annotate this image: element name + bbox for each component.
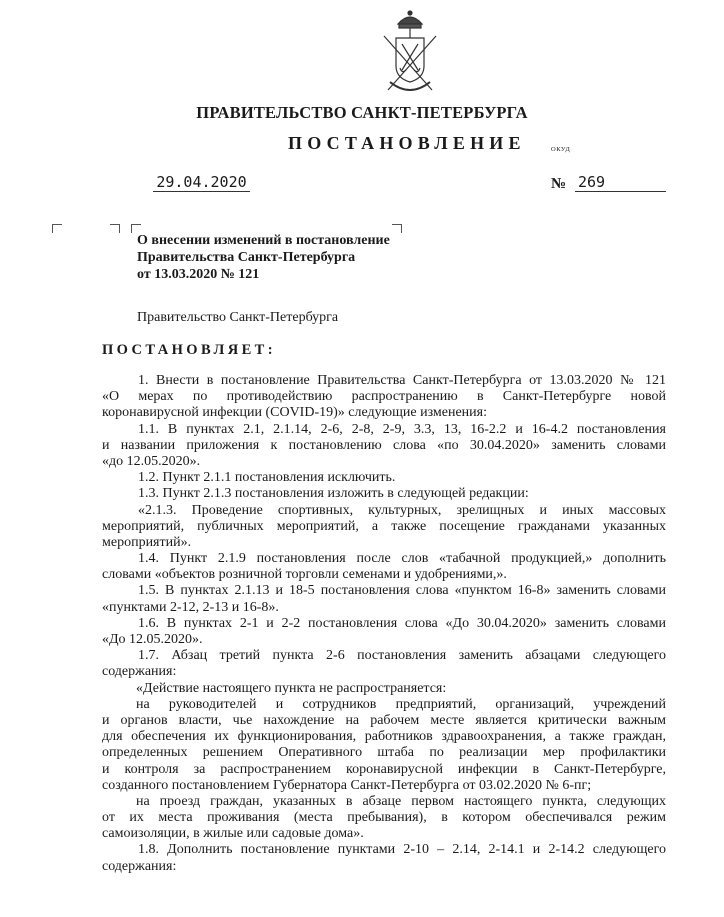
- body-line: мероприятий, публичных мероприятий, а также посещение гражданами указанных: [102, 518, 666, 534]
- body-line: 1.4. Пункт 2.1.9 постановления после слов «табачной продукцией,» дополнить: [138, 551, 666, 567]
- body-line: «до 12.05.2020».: [102, 453, 201, 469]
- body-line: «О мерах по противодействию распространению в Санкт-Петербурге новой: [102, 389, 666, 405]
- government-name: ПРАВИТЕЛЬСТВО САНКТ-ПЕТЕРБУРГА: [196, 103, 528, 122]
- body-line: словами «объектов розничной торговли семенами и удобрениями,».: [102, 567, 507, 583]
- body-line: и контроля за распространением коронавирусной инфекции в Санкт-Петербурге,: [102, 761, 666, 777]
- body-line: мероприятий».: [102, 534, 192, 550]
- body-line: для обеспечения их функционирования, работников здравоохранения, а также граждан,: [102, 729, 666, 745]
- body-line: от их места проживания (места пребывания), в котором обеспечивался режим: [102, 810, 666, 826]
- corner-mark: [392, 224, 402, 233]
- body-line: и органов власти, чье нахождение на рабочем месте является критически важным: [102, 712, 666, 728]
- corner-mark: [110, 224, 120, 233]
- coat-of-arms-emblem: [376, 8, 444, 96]
- body-line: созданного постановлением Губернатора Санкт-Петербурга от 03.02.2020 № 6-пг;: [102, 777, 592, 793]
- body-line: 1.7. Абзац третий пункта 2-6 постановления заменить абзацами следующего: [138, 648, 666, 664]
- body-line: 1. Внести в постановление Правительства Санкт-Петербурга от 13.03.2020 № 121: [138, 373, 666, 388]
- issuing-body: Правительство Санкт-Петербурга: [137, 310, 339, 325]
- decree-heading: ПОСТАНОВЛЯЕТ:: [102, 342, 276, 358]
- body-line: «Действие настоящего пункта не распространяется:: [136, 680, 447, 696]
- document-number: 269: [575, 173, 666, 192]
- body-line: и названии приложения к постановлению слова «по 30.04.2020» заменить словами: [102, 437, 666, 453]
- body-line: самоизоляции, в жилые или садовые дома».: [102, 826, 364, 842]
- document-type: ПОСТАНОВЛЕНИЕ: [288, 133, 526, 153]
- body-line: содержания:: [102, 858, 177, 874]
- body-line: «пунктами 2-12, 2-13 и 16-8».: [102, 599, 279, 615]
- body-line: 1.6. В пунктах 2-1 и 2-2 постановления слова «До 30.04.2020» заменить словами: [138, 615, 666, 631]
- okud-label: ОКУД: [551, 146, 571, 153]
- body-line: 1.3. Пункт 2.1.3 постановления изложить в следующей редакции:: [138, 486, 529, 502]
- number-label: №: [551, 176, 567, 192]
- title-line: Правительства Санкт-Петербурга: [137, 250, 356, 265]
- document-body: [102, 373, 666, 875]
- corner-mark: [52, 224, 62, 233]
- body-line: «2.1.3. Проведение спортивных, культурных, зрелищных и иных массовых: [138, 502, 666, 518]
- body-line: 1.8. Дополнить постановление пунктами 2-10 – 2.14, 2-14.1 и 2-14.2 следующего: [138, 842, 666, 858]
- title-line: от 13.03.2020 № 121: [137, 267, 260, 282]
- body-line: определенных решением Оперативного штаба по реализации мер профилактики: [102, 745, 666, 761]
- body-line: содержания:: [102, 664, 177, 680]
- body-line: 1.5. В пунктах 2.1.13 и 18-5 постановления слова «пунктом 16-8» заменить словами: [138, 583, 666, 599]
- document-date: 29.04.2020: [153, 173, 250, 192]
- body-line: коронавирусной инфекции (COVID-19)» следующие изменения:: [102, 405, 487, 421]
- body-line: 1.2. Пункт 2.1.1 постановления исключить.: [138, 470, 396, 486]
- body-line: на руководителей и сотрудников предприятий, организаций, учреждений: [136, 696, 666, 712]
- body-line: на проезд граждан, указанных в абзаце первом настоящего пункта, следующих: [136, 793, 666, 809]
- title-line: О внесении изменений в постановление: [137, 233, 390, 248]
- body-line: «До 12.05.2020».: [102, 632, 203, 647]
- document-title: [137, 232, 390, 283]
- body-line: 1.1. В пунктах 2.1, 2.1.14, 2-6, 2-8, 2-9, 3.3, 13, 16-2.2 и 16-4.2 постановления: [138, 421, 666, 437]
